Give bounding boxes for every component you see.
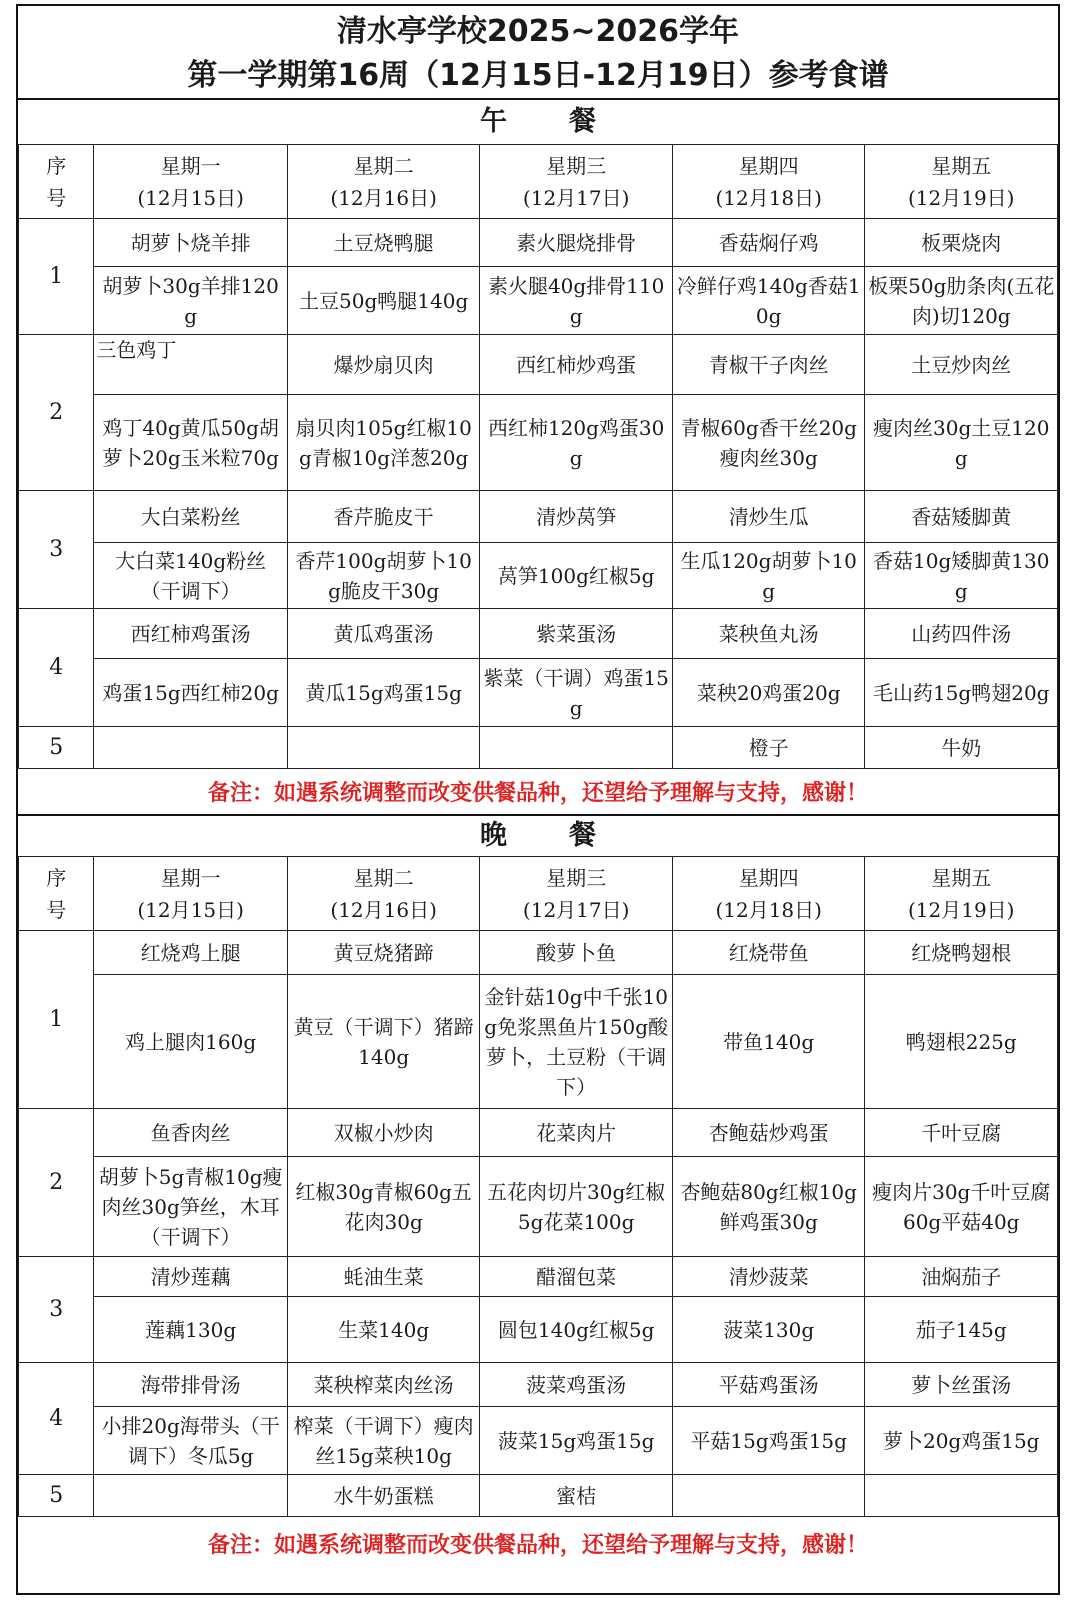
dinner-dish: 水牛奶蛋糕 [287,1475,480,1517]
lunch-ingredients: 板栗50g肋条肉(五花肉)切120g [865,267,1058,335]
lunch-dish: 牛奶 [865,727,1058,769]
lunch-ingredients: 生瓜120g胡萝卜10g [672,543,865,609]
dinner-ingredients: 莲藕130g [94,1297,288,1363]
dinner-title-left: 晚 [480,820,507,851]
lunch-dish: 清炒生瓜 [672,491,865,543]
dinner-day-header: 星期四 (12月18日) [672,857,865,931]
lunch-row-number: 3 [19,491,94,609]
dinner-day-header: 星期一 (12月15日) [94,857,288,931]
lunch-ingredients: 香芹100g胡萝卜10g脆皮干30g [287,543,480,609]
dinner-row-number: 2 [19,1109,94,1257]
dinner-dish: 油焖茄子 [865,1257,1058,1297]
lunch-day-header: 星期二 (12月16日) [287,145,480,219]
lunch-row-number: 1 [19,219,94,335]
lunch-dish: 紫菜蛋汤 [480,609,673,659]
dinner-dish [865,1475,1058,1517]
lunch-row-number: 4 [19,609,94,727]
dinner-dish [672,1475,865,1517]
lunch-dish: 香芹脆皮干 [287,491,480,543]
dinner-ingredients: 圆包140g红椒5g [480,1297,673,1363]
lunch-row-number: 5 [19,727,94,769]
dinner-ingredients: 鸭翅根225g [865,975,1058,1109]
dinner-ingredients: 平菇15g鸡蛋15g [672,1407,865,1475]
dinner-dish: 平菇鸡蛋汤 [672,1363,865,1407]
lunch-ingredients: 冷鲜仔鸡140g香菇10g [672,267,865,335]
dinner-day-header: 星期五 (12月19日) [865,857,1058,931]
dinner-ingredients: 鸡上腿肉160g [94,975,288,1109]
lunch-day-header: 星期五 (12月19日) [865,145,1058,219]
lunch-dish: 清炒莴笋 [480,491,673,543]
lunch-dish: 土豆烧鸭腿 [287,219,480,267]
title-line-1: 清水亭学校2025~2026学年 [336,14,740,49]
dinner-ingredients: 红椒30g青椒60g五花肉30g [287,1157,480,1257]
lunch-dish [94,727,288,769]
lunch-dish: 黄瓜鸡蛋汤 [287,609,480,659]
dinner-dish: 红烧带鱼 [672,931,865,975]
dinner-index-header: 序 号 [19,857,94,931]
lunch-ingredients: 毛山药15g鸭翅20g [865,659,1058,727]
lunch-ingredients: 黄瓜15g鸡蛋15g [287,659,480,727]
dinner-table [18,856,1058,1517]
dinner-ingredients: 菠菜130g [672,1297,865,1363]
lunch-title-left: 午 [480,106,507,137]
dinner-dish: 萝卜丝蛋汤 [865,1363,1058,1407]
lunch-dish: 土豆炒肉丝 [865,335,1058,395]
lunch-header-row [19,145,1058,219]
lunch-dish: 菜秧鱼丸汤 [672,609,865,659]
lunch-ingredients: 鸡蛋15g西红柿20g [94,659,288,727]
dinner-dish: 杏鲍菇炒鸡蛋 [672,1109,865,1157]
lunch-dish: 西红柿炒鸡蛋 [480,335,673,395]
dinner-section-title [18,816,1058,856]
dinner-dish: 红烧鸭翅根 [865,931,1058,975]
lunch-ingredients: 土豆50g鸭腿140g [287,267,480,335]
dinner-row-number: 3 [19,1257,94,1363]
dinner-dish: 蚝油生菜 [287,1257,480,1297]
lunch-day-header: 星期三 (12月17日) [480,145,673,219]
dinner-dish [94,1475,288,1517]
dinner-ingredients: 榨菜（干调下）瘦肉丝15g菜秧10g [287,1407,480,1475]
dinner-dish: 花菜肉片 [480,1109,673,1157]
dinner-day-header: 星期二 (12月16日) [287,857,480,931]
lunch-dish: 素火腿烧排骨 [480,219,673,267]
dinner-dish: 海带排骨汤 [94,1363,288,1407]
dinner-dish: 千叶豆腐 [865,1109,1058,1157]
lunch-dish [480,727,673,769]
dinner-dish: 酸萝卜鱼 [480,931,673,975]
lunch-ingredients: 莴笋100g红椒5g [480,543,673,609]
dinner-dish: 黄豆烧猪蹄 [287,931,480,975]
dinner-ingredients: 菠菜15g鸡蛋15g [480,1407,673,1475]
lunch-dish: 板栗烧肉 [865,219,1058,267]
lunch-dish: 橙子 [672,727,865,769]
dinner-day-header: 星期三 (12月17日) [480,857,673,931]
title-divider [18,98,1058,100]
lunch-dish: 青椒干子肉丝 [672,335,865,395]
lunch-ingredients: 扇贝肉105g红椒10g青椒10g洋葱20g [287,395,480,491]
lunch-ingredients: 紫菜（干调）鸡蛋15g [480,659,673,727]
lunch-ingredients: 西红柿120g鸡蛋30g [480,395,673,491]
dinner-dish: 清炒菠菜 [672,1257,865,1297]
dinner-dish: 醋溜包菜 [480,1257,673,1297]
dinner-dish: 鱼香肉丝 [94,1109,288,1157]
lunch-title-right: 餐 [569,106,596,137]
lunch-dish: 三色鸡丁 [94,335,288,395]
lunch-ingredients: 香菇10g矮脚黄130g [865,543,1058,609]
dinner-dish: 红烧鸡上腿 [94,931,288,975]
lunch-dish [287,727,480,769]
dinner-ingredients: 带鱼140g [672,975,865,1109]
lunch-dish: 大白菜粉丝 [94,491,288,543]
dinner-dish: 清炒莲藕 [94,1257,288,1297]
lunch-dish: 香菇焖仔鸡 [672,219,865,267]
dinner-row-number: 4 [19,1363,94,1475]
lunch-dish: 山药四件汤 [865,609,1058,659]
dinner-ingredients: 黄豆（干调下）猪蹄140g [287,975,480,1109]
lunch-ingredients: 胡萝卜30g羊排120g [94,267,288,335]
lunch-ingredients: 青椒60g香干丝20g瘦肉丝30g [672,395,865,491]
dinner-dish: 蜜桔 [480,1475,673,1517]
lunch-ingredients: 瘦肉丝30g土豆120g [865,395,1058,491]
dinner-ingredients: 金针菇10g中千张10g免浆黑鱼片150g酸萝卜，土豆粉（干调下） [480,975,673,1109]
lunch-dish: 西红柿鸡蛋汤 [94,609,288,659]
dinner-row-number: 5 [19,1475,94,1517]
dinner-ingredients: 生菜140g [287,1297,480,1363]
lunch-ingredients: 素火腿40g排骨110g [480,267,673,335]
dinner-dish: 菠菜鸡蛋汤 [480,1363,673,1407]
dinner-dish: 双椒小炒肉 [287,1109,480,1157]
lunch-section-title [18,102,1058,142]
title-line-2: 第一学期第16周（12月15日-12月19日）参考食谱 [187,58,889,93]
dinner-row-number: 1 [19,931,94,1109]
lunch-dish: 爆炒扇贝肉 [287,335,480,395]
lunch-table [18,144,1058,769]
dinner-ingredients: 萝卜20g鸡蛋15g [865,1407,1058,1475]
lunch-index-header: 序 号 [19,145,94,219]
dinner-ingredients: 茄子145g [865,1297,1058,1363]
menu-sheet [16,4,1060,1595]
dinner-ingredients: 杏鲍菇80g红椒10g鲜鸡蛋30g [672,1157,865,1257]
dinner-ingredients: 瘦肉片30g千叶豆腐60g平菇40g [865,1157,1058,1257]
lunch-day-header: 星期四 (12月18日) [672,145,865,219]
lunch-ingredients: 鸡丁40g黄瓜50g胡萝卜20g玉米粒70g [94,395,288,491]
dinner-ingredients: 五花肉切片30g红椒5g花菜100g [480,1157,673,1257]
dinner-note: 备注：如遇系统调整而改变供餐品种，还望给予理解与支持，感谢！ [207,1533,868,1558]
lunch-row-number: 2 [19,335,94,491]
lunch-day-header: 星期一 (12月15日) [94,145,288,219]
lunch-dish: 香菇矮脚黄 [865,491,1058,543]
dinner-title-right: 餐 [569,820,596,851]
lunch-ingredients: 大白菜140g粉丝（干调下） [94,543,288,609]
dinner-ingredients: 小排20g海带头（干调下）冬瓜5g [94,1407,288,1475]
dinner-dish: 菜秧榨菜肉丝汤 [287,1363,480,1407]
dinner-ingredients: 胡萝卜5g青椒10g瘦肉丝30g笋丝，木耳（干调下） [94,1157,288,1257]
lunch-ingredients: 菜秧20鸡蛋20g [672,659,865,727]
lunch-dish: 胡萝卜烧羊排 [94,219,288,267]
lunch-note: 备注：如遇系统调整而改变供餐品种，还望给予理解与支持，感谢！ [207,781,868,806]
